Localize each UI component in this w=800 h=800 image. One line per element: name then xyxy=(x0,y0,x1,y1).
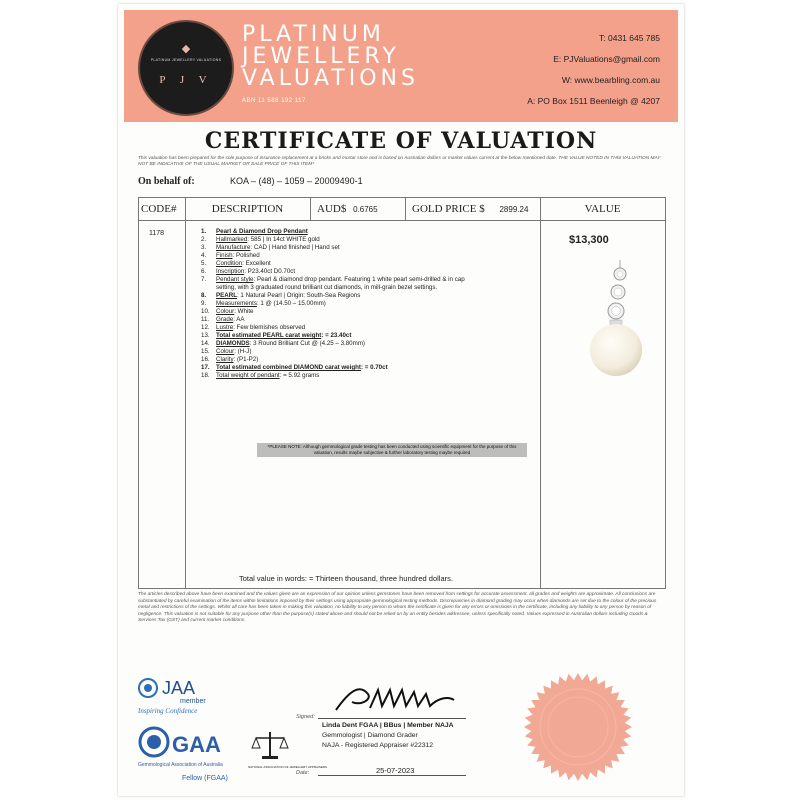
list-item: 17. Total estimated combined DIAMOND carat weight: = 0.70ct xyxy=(201,364,388,371)
pjv-logo xyxy=(138,20,234,116)
header-value: VALUE xyxy=(540,198,665,221)
item-code: 1178 xyxy=(149,230,165,237)
header-aud xyxy=(311,198,406,221)
brand-line-1: PLATINUM xyxy=(242,22,385,47)
certificate-date: 25-07-2023 xyxy=(376,766,415,775)
date-label: Date: xyxy=(296,770,310,776)
brand-name xyxy=(242,24,419,90)
list-item: 18. Total weight of pendant: = 5.92 grams xyxy=(201,372,320,379)
list-item: 12. Lustre: Few blemishes observed xyxy=(201,324,306,331)
disclaimer-text: The articles described above have been examined and the values given are an expression of our opinion unless gemstones have been removed from settings for accurate assessment, all grades and weights are approximate. All conclusions are substantiated by careful examination of the items within limitations imposed by their settings using appropriate gemmological testing methods. Discrepancies in diamond grading may occur when diamonds are set due to the colour of the precious metal and restrictions of the settings. Whilst all care has been taken in making this valuation, no liability to any person to whom the certificate is given for any errors or omissions in the certificate, including any liability to any person by reason of negligence. This valuation is not suitable for any purpose other than the purpose(s) stated above and should not be relied on by an entity besides addressee, unless specifically noted. Values expressed in Australian dollars including Goods & Services Tax (GST) and current market conditions. xyxy=(138,592,657,624)
signature xyxy=(330,680,460,718)
testing-note: *PLEASE NOTE: Although gemmological grade testing has been conducted using scientific equipment for the purpose of this valuation, results maybe subjective & further laboratory testing maybe required xyxy=(257,443,527,457)
list-item: 6. Inscription: P23.40ct D0.70ct xyxy=(201,268,296,275)
header-band xyxy=(124,10,678,122)
list-item: setting, with 3 graduated round brilliant cut diamonds, in mill-grain bezel settings. xyxy=(216,284,438,291)
header-gold xyxy=(406,198,541,221)
gaa-fellow: Fellow (FGAA) xyxy=(182,775,228,782)
logo-text: PLATINUM JEWELLERY VALUATIONS xyxy=(150,58,222,62)
contact-address: A: PO Box 1511 Beenleigh @ 4207 xyxy=(527,96,660,106)
list-item: 8. PEARL: 1 Natural Pearl | Origin: South-Sea Regions xyxy=(201,292,361,299)
list-item: 3. Manufacture: CAD | Hand finished | Hand set xyxy=(201,244,340,251)
list-item: 11. Grade: AA xyxy=(201,316,245,323)
behalf-value: KOA – (48) – 1059 – 20009490-1 xyxy=(230,176,363,186)
brand-line-2: JEWELLERY xyxy=(242,44,400,69)
header-code: CODE# xyxy=(139,198,186,221)
jaa-tagline: Inspiring Confidence xyxy=(138,707,198,715)
contact-web: W: www.bearbling.com.au xyxy=(561,75,660,85)
certificate-title: CERTIFICATE OF VALUATION xyxy=(204,128,598,154)
contact-phone: T: 0431 645 785 xyxy=(599,33,660,43)
brand-line-3: VALUATIONS xyxy=(242,66,419,91)
signatory-registration: NAJA - Registered Appraiser #22312 xyxy=(322,742,434,749)
intro-text: This valuation has been prepared for the sole purpose of insurance replacement at a bricks and mortar store and is based on Australian dollars or market values current at the below mentioned date. THE VALUE NOTED IN THIS VALUATION MAY NOT BE INDICATIVE OF THE USUAL MARKET OR SALE PRICE OF THIS ITEM* xyxy=(138,156,661,167)
header-description: DESCRIPTION xyxy=(185,198,311,221)
list-item: 9. Measurements: 1 @ (14.50 – 15.00mm) xyxy=(201,300,326,307)
gold-value: 2899.24 xyxy=(499,205,529,214)
contact-email: E: PJValuations@gmail.com xyxy=(553,54,660,64)
contact-block xyxy=(527,28,660,112)
signatory-name: Linda Dent FGAA | BBus | Member NAJA xyxy=(322,722,454,729)
diamond-icon: ◆ xyxy=(181,43,191,55)
list-item: 7. Pendant style: Pearl & diamond drop pendant. Featuring 1 white pearl semi-drilled & in cap xyxy=(201,276,465,283)
aud-label: AUD$ xyxy=(317,203,347,215)
gold-label: GOLD PRICE $ xyxy=(412,203,485,215)
column-divider xyxy=(540,220,541,588)
behalf-label: On behalf of: xyxy=(138,176,195,187)
pendant-photo xyxy=(584,260,654,380)
description-list xyxy=(201,228,526,380)
certificate-sheet xyxy=(118,4,684,796)
list-item: 16. Clarity: (P1-P2) xyxy=(201,356,259,363)
list-item: 5. Condition: Excellent xyxy=(201,260,271,267)
gaa-subtitle: Gemmological Association of Australia xyxy=(138,762,223,768)
valuation-table xyxy=(138,197,666,589)
jaa-text: JAA xyxy=(162,678,196,698)
signature-line xyxy=(318,718,466,719)
embossed-seal xyxy=(523,672,633,782)
naja-text: NATIONAL ASSOCIATION OF JEWELLERY APPRAISERS xyxy=(248,765,328,769)
list-item: 1. Pearl & Diamond Drop Pendant xyxy=(201,228,308,235)
signatory-block xyxy=(322,721,454,751)
item-value: $13,300 xyxy=(569,234,609,246)
logo-initials: P J V xyxy=(159,74,213,86)
list-item: 14. DIAMONDS: 3 Round Brilliant Cut @ (4.25 – 3.80mm) xyxy=(201,340,365,347)
list-item: 10. Colour: White xyxy=(201,308,254,315)
aud-value: 0.6765 xyxy=(353,205,378,214)
jaa-member: member xyxy=(180,698,206,705)
list-item: 2. Hallmarked: 585 | In 14ct WHITE gold xyxy=(201,236,320,243)
jaa-logo xyxy=(138,676,228,721)
column-divider xyxy=(185,220,186,588)
signatory-role: Gemmologist | Diamond Grader xyxy=(322,732,418,739)
list-item: 15. Colour: (H-J) xyxy=(201,348,252,355)
list-item: 13. Total estimated PEARL carat weight: = 23.40ct xyxy=(201,332,352,339)
abn-number: ABN 11 588 192 117 xyxy=(242,98,306,104)
total-in-words: Total value in words: = Thirteen thousand, three hundred dollars. xyxy=(239,574,453,583)
date-line xyxy=(318,775,466,776)
gaa-text: GAA xyxy=(172,732,221,757)
signed-label: Signed: xyxy=(296,714,315,720)
list-item: 4. Finish: Polished xyxy=(201,252,260,259)
